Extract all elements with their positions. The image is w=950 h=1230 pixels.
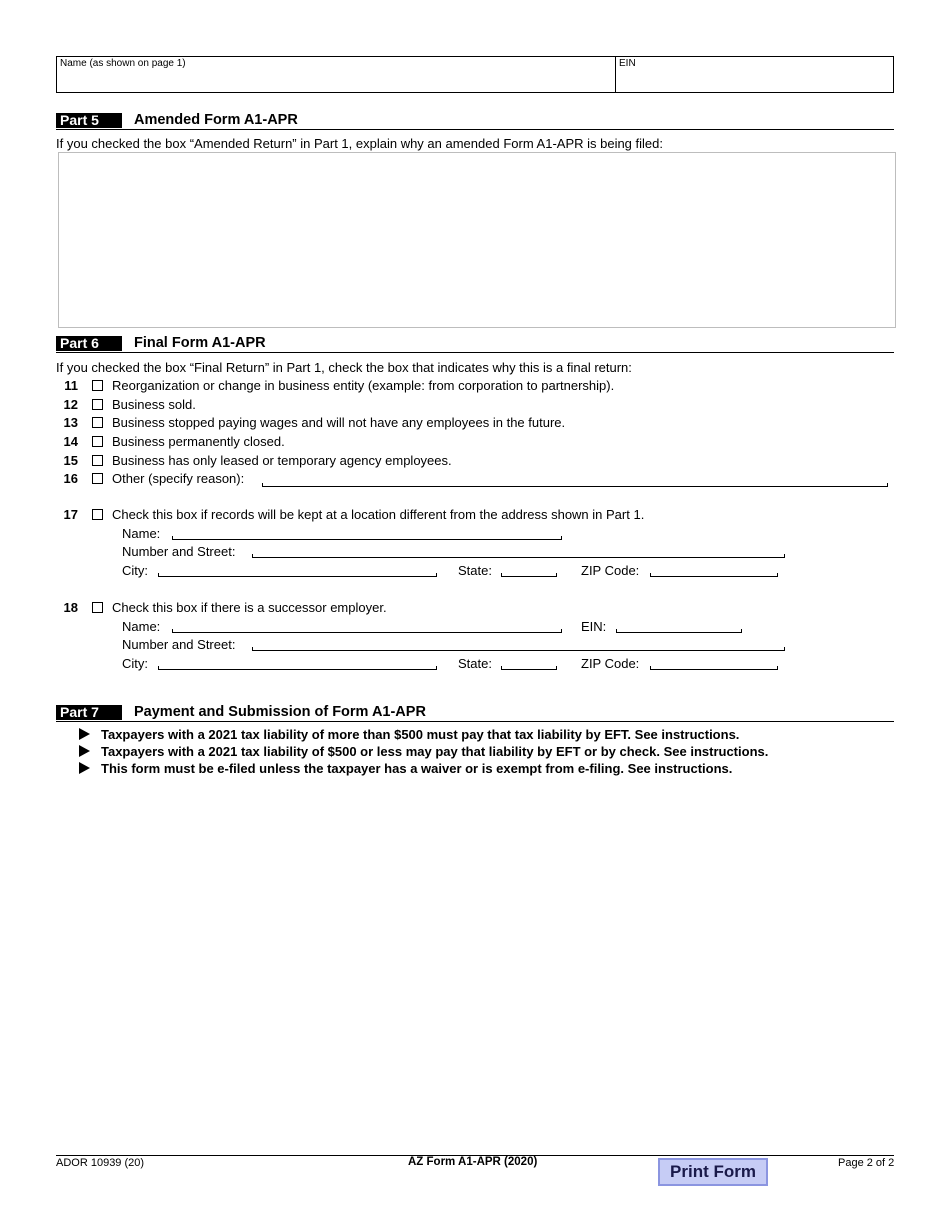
bullet-3-text: This form must be e-filed unless the taxpayer has a waiver or is exempt from e-filing. See instructions.	[101, 761, 733, 776]
name-label: Name (as shown on page 1)	[60, 58, 186, 69]
successor-city-field[interactable]	[158, 659, 437, 670]
successor-state-label: State:	[458, 656, 492, 671]
item-12-checkbox[interactable]	[92, 399, 103, 410]
part6-tag: Part 6	[56, 336, 122, 351]
successor-city-label: City:	[122, 656, 148, 671]
item-18-label: Check this box if there is a successor employer.	[112, 600, 387, 615]
header-box	[56, 56, 894, 93]
header-divider	[615, 57, 616, 92]
part5-header	[56, 113, 894, 130]
page-number: Page 2 of 2	[838, 1157, 895, 1169]
item-17-label: Check this box if records will be kept at a location different from the address shown in Part 1.	[112, 507, 645, 522]
ein-label: EIN	[619, 58, 636, 69]
item-18-checkbox[interactable]	[92, 602, 103, 613]
item-17-number: 17	[63, 507, 78, 522]
triangle-right-icon	[79, 762, 90, 774]
successor-street-field[interactable]	[252, 640, 785, 651]
successor-ein-label: EIN:	[581, 619, 607, 634]
item-13-checkbox[interactable]	[92, 417, 103, 428]
other-reason-field[interactable]	[262, 476, 888, 487]
item-13-label: Business stopped paying wages and will not have any employees in the future.	[112, 415, 566, 430]
successor-state-field[interactable]	[501, 659, 557, 670]
successor-name-field[interactable]	[172, 622, 562, 633]
successor-name-label: Name:	[122, 619, 161, 634]
item-12-label: Business sold.	[112, 397, 196, 412]
records-name-label: Name:	[122, 526, 161, 541]
item-14-number: 14	[63, 434, 78, 449]
part7-title: Payment and Submission of Form A1-APR	[134, 704, 426, 720]
item-11-label: Reorganization or change in business entity (example: from corporation to partnership).	[112, 378, 615, 393]
successor-street-label: Number and Street:	[122, 637, 236, 652]
records-state-field[interactable]	[501, 566, 557, 577]
item-11-number: 11	[64, 378, 78, 393]
records-zip-field[interactable]	[650, 566, 778, 577]
triangle-right-icon	[79, 728, 90, 740]
bullet-2-text: Taxpayers with a 2021 tax liability of $500 or less may pay that liability by EFT or by check. See instructions.	[101, 744, 769, 759]
item-15-label: Business has only leased or temporary agency employees.	[112, 453, 452, 468]
part5-tag: Part 5	[56, 113, 122, 128]
successor-zip-field[interactable]	[650, 659, 778, 670]
form-title: AZ Form A1-APR (2020)	[408, 1156, 538, 1168]
records-state-label: State:	[458, 563, 492, 578]
triangle-right-icon	[79, 745, 90, 757]
item-16-checkbox[interactable]	[92, 473, 103, 484]
amended-explanation-textarea[interactable]	[58, 152, 896, 328]
part7-header	[56, 705, 894, 722]
item-15-checkbox[interactable]	[92, 455, 103, 466]
form-code: ADOR 10939 (20)	[56, 1157, 145, 1169]
item-14-checkbox[interactable]	[92, 436, 103, 447]
item-18-number: 18	[63, 600, 78, 615]
records-city-label: City:	[122, 563, 148, 578]
successor-zip-label: ZIP Code:	[581, 656, 640, 671]
item-16-number: 16	[63, 471, 78, 486]
records-street-label: Number and Street:	[122, 544, 236, 559]
item-12-number: 12	[63, 397, 78, 412]
item-17-checkbox[interactable]	[92, 509, 103, 520]
part6-instruction: If you checked the box “Final Return” in Part 1, check the box that indicates why this is a final return:	[56, 360, 632, 375]
part5-instruction: If you checked the box “Amended Return” in Part 1, explain why an amended Form A1-APR is being filed:	[56, 136, 663, 151]
records-zip-label: ZIP Code:	[581, 563, 640, 578]
part6-title: Final Form A1-APR	[134, 335, 266, 351]
item-11-checkbox[interactable]	[92, 380, 103, 391]
bullet-item	[79, 761, 732, 776]
bullet-item	[79, 727, 739, 742]
records-city-field[interactable]	[158, 566, 437, 577]
bullet-1-text: Taxpayers with a 2021 tax liability of more than $500 must pay that tax liability by EFT. See instructions.	[101, 727, 740, 742]
part5-title: Amended Form A1-APR	[134, 112, 298, 128]
item-16-label: Other (specify reason):	[112, 471, 245, 486]
print-form-button[interactable]: Print Form	[658, 1158, 768, 1186]
item-13-number: 13	[63, 415, 78, 430]
part6-header	[56, 336, 894, 353]
bullet-item	[79, 744, 768, 759]
records-name-field[interactable]	[172, 529, 562, 540]
item-14-label: Business permanently closed.	[112, 434, 285, 449]
successor-ein-field[interactable]	[616, 622, 742, 633]
records-street-field[interactable]	[252, 547, 785, 558]
part7-tag: Part 7	[56, 705, 122, 720]
item-15-number: 15	[63, 453, 78, 468]
